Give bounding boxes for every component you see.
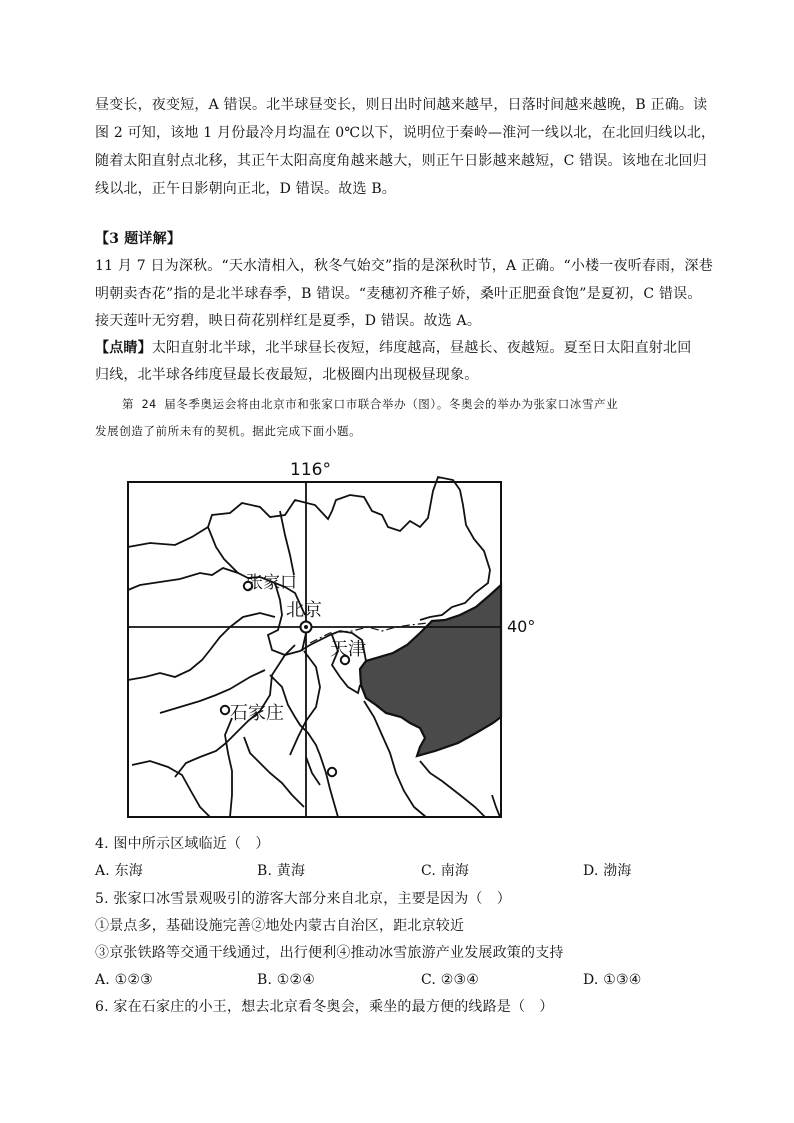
option-c[interactable]: C. ②③④ <box>421 972 479 988</box>
tip-text: 太阳直射北半球，北半球昼长夜短，纬度越高，昼越长、夜越短。夏至日太阳直射北回 <box>151 340 692 356</box>
city-label-zhangjiakou: 张家口 <box>246 573 297 593</box>
paragraph-line: 昼变长，夜变短，A 错误。北半球昼变长，则日出时间越来越早，日落时间越来越晚，B 正确。读 <box>95 97 708 113</box>
option-b[interactable]: B. 黄海 <box>257 863 306 879</box>
q3-heading: 【3 题详解】 <box>95 231 182 247</box>
question-5-statement: ③京张铁路等交通干线通过，出行便利④推动冰雪旅游产业发展政策的支持 <box>95 945 564 961</box>
intro-line: 发展创造了前所未有的契机。据此完成下面小题。 <box>95 424 362 438</box>
city-label-beijing: 北京 <box>286 600 322 621</box>
q3-line: 接天莲叶无穷碧，映日荷花别样红是夏季，D 错误。故选 A。 <box>95 313 482 329</box>
question-6-stem: 6. 家在石家庄的小王，想去北京看冬奥会，乘坐的最方便的线路是（ ） <box>95 999 554 1015</box>
option-c[interactable]: C. 南海 <box>421 863 470 879</box>
question-5-stem: 5. 张家口冰雪景观吸引的游客大部分来自北京，主要是因为（ ） <box>95 891 512 907</box>
q3-line: 11 月 7 日为深秋。“天水清相入，秋冬气始交”指的是深秋时节，A 正确。“小楼一夜听春雨，深巷 <box>95 258 713 274</box>
option-b[interactable]: B. ①②④ <box>257 972 316 988</box>
option-a[interactable]: A. 东海 <box>95 863 144 879</box>
beijing-region-map <box>120 455 550 825</box>
capital-marker-dot <box>304 625 308 629</box>
tip-line: 归线，北半球各纬度昼最长夜最短，北极圈内出现极昼现象。 <box>95 367 479 383</box>
intro-line: 第 24 届冬季奥运会将由北京市和张家口市联合举办（图）。冬奥会的举办为张家口冰雪产业 <box>122 397 619 411</box>
question-4-stem: 4. 图中所示区域临近（ ） <box>95 836 270 852</box>
longitude-label: 116° <box>290 460 331 480</box>
option-a[interactable]: A. ①②③ <box>95 972 153 988</box>
latitude-label: 40° <box>507 617 536 636</box>
city-marker <box>221 706 229 714</box>
paragraph-line: 线以北，正午日影朝向正北，D 错误。故选 B。 <box>95 181 397 197</box>
tip-label: 【点睛】 <box>95 340 152 356</box>
city-marker-unnamed <box>328 768 336 776</box>
option-d[interactable]: D. 渤海 <box>583 863 632 879</box>
sea-area <box>360 585 501 756</box>
railway-line <box>310 623 428 643</box>
city-label-shijiazhuang: 石家庄 <box>230 703 284 724</box>
option-d[interactable]: D. ①③④ <box>583 972 642 988</box>
paragraph-line: 随着太阳直射点北移，其正午太阳高度角越来越大，则正午日影越来越短，C 错误。该地在北回归 <box>95 153 707 169</box>
paragraph-line: 图 2 可知，该地 1 月份最冷月均温在 0℃以下，说明位于秦岭—淮河一线以北，在北回归线以北， <box>95 125 716 141</box>
city-label-tianjin: 天津 <box>330 639 366 660</box>
q3-line: 明朝卖杏花”指的是北半球春季，B 错误。“麦穗初齐稚子娇，桑叶正肥蚕食饱”是夏初，C 错误。 <box>95 286 702 302</box>
tip-line <box>95 338 699 358</box>
question-5-statement: ①景点多，基础设施完善②地处内蒙古自治区，距北京较近 <box>95 918 465 934</box>
